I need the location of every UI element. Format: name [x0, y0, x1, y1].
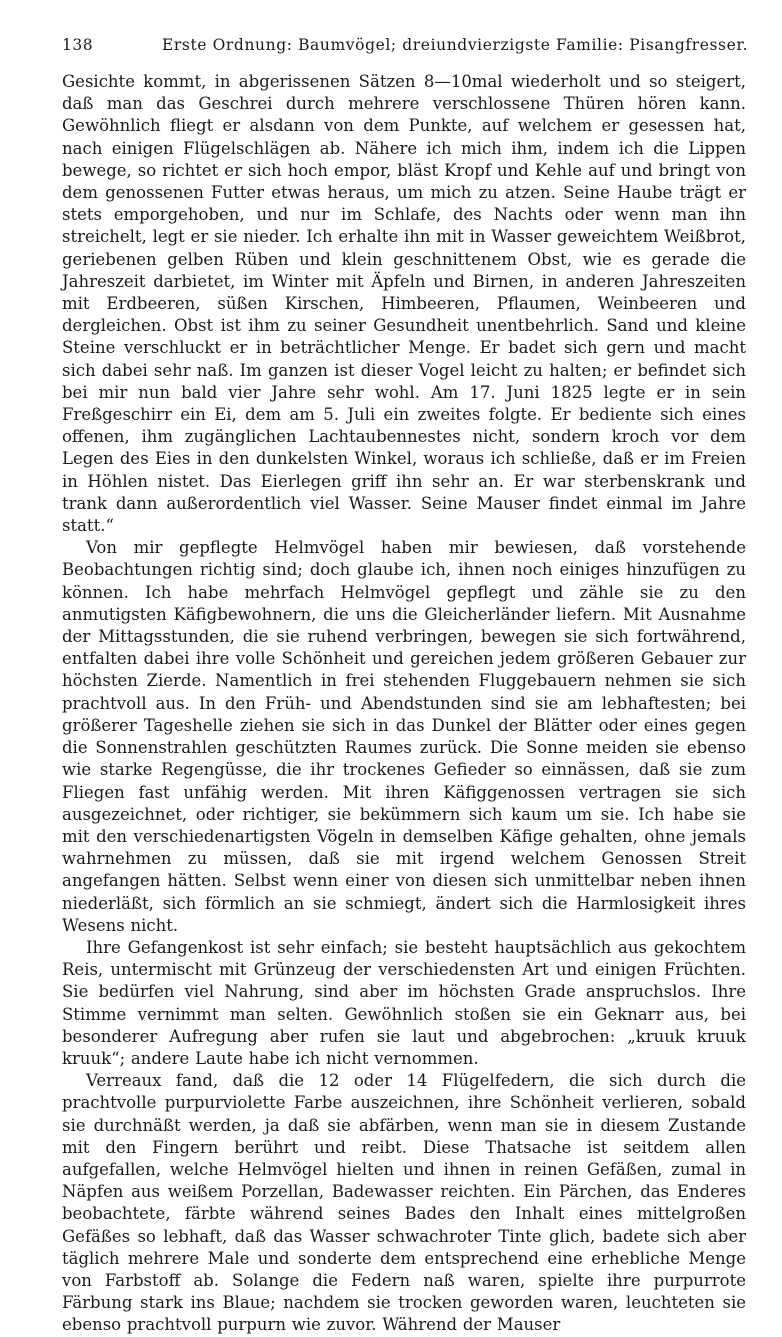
paragraph-continued: Gesichte kommt, in abgerissenen Sätzen 8—10mal wiederholt und so steigert, daß man das Geschrei durch mehrere verschlossene Thüren hören kann. Gewöhnlich fliegt er alsdann von dem Punkte, auf welchem er gesessen hat, nach einigen Flügelschlägen ab. Nähere ich mich ihm, indem ich die Lippen bewege, so richtet er sich hoch empor, bläst Kropf und Kehle auf und bringt von dem genossenen Futter etwas heraus, um mich zu atzen. Seine Haube trägt er stets emporgehoben, und nur im Schlafe, des Nachts oder wenn man ihn streichelt, legt er sie nieder. Ich erhalte ihn mit in Wasser geweichtem Weißbrot, geriebenen gelben Rüben und klein geschnittenem Obst, wie es gerade die Jahreszeit darbietet, im Winter mit Äpfeln und Birnen, in anderen Jahreszeiten mit Erdbeeren, süßen Kirschen, Himbeeren, Pflaumen, Weinbeeren und dergleichen. Obst ist ihm zu seiner Gesundheit unentbehrlich. Sand und kleine Steine verschluckt er in beträchtlicher Menge. Er badet sich gern und macht sich dabei sehr naß. Im ganzen ist dieser Vogel leicht zu halten; er befindet sich bei mir nun bald vier Jahre sehr wohl. Am 17. Juni 1825 legte er in sein Freßgeschirr ein Ei, dem am 5. Juli ein zweites folgte. Er bediente sich eines offenen, ihm zugänglichen Lachtaubennestes nicht, sondern kroch vor dem Legen des Eies in den dunkelsten Winkel, woraus ich schließe, daß er im Freien in Höhlen nistet. Das Eierlegen griff ihn sehr an. Er war sterbenskrank und trank dann außerordentlich viel Wasser. Seine Mauser findet einmal im Jahre statt.“: [62, 72, 746, 536]
paragraph: Von mir gepflegte Helmvögel haben mir bewiesen, daß vorstehende Beobachtungen richtig sind; doch glaube ich, ihnen noch einiges hinzufügen zu können. Ich habe mehrfach Helmvögel gepflegt und zähle sie zu den anmutigsten Käfigbewohnern, die uns die Gleicherländer liefern. Mit Ausnahme der Mittagsstunden, die sie ruhend verbringen, bewegen sie sich fortwährend, entfalten dabei ihre volle Schönheit und gereichen jedem größeren Gebauer zur höchsten Zierde. Namentlich in frei stehenden Fluggebauern nehmen sie sich prachtvoll aus. In den Früh- und Abendstunden sind sie am lebhaftesten; bei größerer Tageshelle ziehen sie sich in das Dunkel der Blätter oder eines gegen die Sonnenstrahlen geschützten Raumes zurück. Die Sonne meiden sie ebenso wie starke Regengüsse, die ihr trockenes Gefieder so einnässen, daß sie zum Fliegen fast unfähig werden. Mit ihren Käfiggenossen vertragen sie sich ausgezeichnet, oder richtiger, sie bekümmern sich kaum um sie. Ich habe sie mit den verschiedenartigsten Vögeln in demselben Käfige gehalten, ohne jemals wahrnehmen zu müssen, daß sie mit irgend welchem Genossen Streit angefangen hätten. Selbst wenn einer von diesen sich unmittelbar neben ihnen niederläßt, sich förmlich an sie schmiegt, ändert sich die Harmlosigkeit ihres Wesens nicht.: [62, 538, 746, 935]
paragraph: Ihre Gefangenkost ist sehr einfach; sie besteht hauptsächlich aus gekochtem Reis, untermischt mit Grünzeug der verschiedensten Art und einigen Früchten. Sie bedürfen viel Nahrung, sind aber im höchsten Grade anspruchslos. Ihre Stimme vernimmt man selten. Gewöhnlich stoßen sie ein Geknarr aus, bei besonderer Aufregung aber rufen sie laut und abgebrochen: „kruuk kruuk kruuk“; andere Laute habe ich nicht vernommen.: [62, 937, 746, 1068]
book-page: [62, 30, 749, 1337]
page-number: 138: [62, 36, 94, 54]
paragraph: Verreaux fand, daß die 12 oder 14 Flügelfedern, die sich durch die prachtvolle purpurviolette Farbe auszeichnen, ihre Schönheit verlieren, sobald sie durchnäßt werden, ja daß sie abfärben, wenn man sie in diesem Zustande mit den Fingern berührt und reibt. Diese Thatsache ist seitdem allen aufgefallen, welche Helmvögel hielten und ihnen in reinen Gefäßen, zumal in Näpfen aus weißem Porzellan, Badewasser reichten. Ein Pärchen, das Enderes beobachtete, färbte während seines Bades den Inhalt eines mittelgroßen Gefäßes so lebhaft, daß das Wasser schwachroter Tinte glich, badete sich aber täglich mehrere Male und sonderte dem entsprechend eine erhebliche Menge von Farbstoff ab. Solange die Federn naß waren, spielte ihre purpurrote Färbung stark ins Blaue; nachdem sie trocken geworden waren, leuchteten sie ebenso prachtvoll purpurn wie zuvor. Während der Mauser: [62, 1071, 746, 1335]
body-text: [62, 71, 746, 1337]
page-header: [62, 30, 749, 60]
running-head: Erste Ordnung: Baumvögel; dreiundvierzigste Familie: Pisangfresser.: [162, 36, 749, 54]
